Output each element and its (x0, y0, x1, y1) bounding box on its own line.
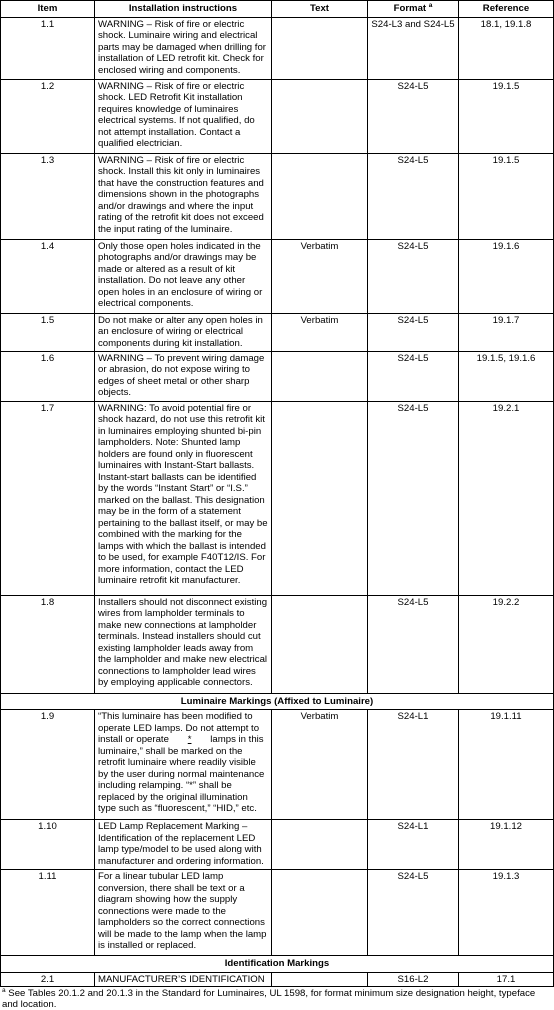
row-instructions: MANUFACTURER’S IDENTIFICATION (95, 972, 272, 987)
row-reference: 19.1.5 (459, 79, 554, 153)
row-item: 1.5 (1, 313, 95, 351)
row-item: 1.3 (1, 153, 95, 239)
table-row (1, 79, 554, 153)
header-format (368, 1, 459, 18)
row-instructions: WARNING – Risk of fire or electric shock. LED Retrofit Kit installation requires knowledge of luminaires electrical systems. If not qualified, do not attempt installation. Contact a qualified electrician. (95, 79, 272, 153)
table-row (1, 870, 554, 956)
table-row (1, 401, 554, 595)
row-item: 2.1 (1, 972, 95, 987)
instructions-part-a: “This luminaire has been modified to operate LED lamps. Do not attempt to install or operate (98, 711, 260, 745)
row-instructions: Do not make or alter any open holes in an enclosure of wiring or electrical components during kit installation. (95, 313, 272, 351)
row-item: 1.8 (1, 595, 95, 693)
row-reference: 18.1, 19.1.8 (459, 17, 554, 79)
row-format: S24-L5 (368, 153, 459, 239)
header-instructions: Installation instructions (95, 1, 272, 18)
row-text (272, 972, 368, 987)
header-reference: Reference (459, 1, 554, 18)
row-item: 1.11 (1, 870, 95, 956)
table-row (1, 710, 554, 820)
row-text (272, 401, 368, 595)
row-instructions (95, 710, 272, 820)
row-instructions: WARNING – To prevent wiring damage or abrasion, do not expose wiring to edges of sheet metal or other sharp objects. (95, 351, 272, 401)
row-format: S24-L5 (368, 595, 459, 693)
row-text (272, 153, 368, 239)
section-row-luminaire-markings (1, 693, 554, 710)
row-reference: 19.1.11 (459, 710, 554, 820)
row-text: Verbatim (272, 239, 368, 313)
row-reference: 19.1.3 (459, 870, 554, 956)
row-format: S16-L2 (368, 972, 459, 987)
table-row (1, 17, 554, 79)
instructions-blank: * (187, 734, 192, 745)
row-reference: 17.1 (459, 972, 554, 987)
table-row (1, 820, 554, 870)
row-text (272, 820, 368, 870)
table-row (1, 153, 554, 239)
row-item: 1.1 (1, 17, 95, 79)
row-instructions: Only those open holes indicated in the photographs and/or drawings may be made or altered as a result of kit installation. Do not leave any other open holes in an enclosure of wiring or electrical components. (95, 239, 272, 313)
row-text: Verbatim (272, 313, 368, 351)
footnote-text: See Tables 20.1.2 and 20.1.3 in the Standard for Luminaires, UL 1598, for format minimum size designation height, typeface and location. (2, 988, 536, 1010)
row-text (272, 351, 368, 401)
header-item: Item (1, 1, 95, 18)
header-format-footnote-mark: a (428, 1, 433, 9)
row-instructions: WARNING: To avoid potential fire or shock hazard, do not use this retrofit kit in luminaires employing shunted bi-pin lampholders. Note: Shunted lamp holders are found only in fluorescent luminaires with Instant-Start ballasts. Instant-start ballasts can be identified by the words “Instant Start” or “I.S.” marked on the ballast. This designation may be in the form of a statement pertaining to the ballast itself, or may be combined with the marking for the lamps with which the ballast is intended to be used, for example F40T12/IS. For more information, contact the LED luminaire retrofit kit manufacturer. (95, 401, 272, 595)
row-instructions: WARNING – Risk of fire or electric shock. Luminaire wiring and electrical parts may be damaged when drilling for installation of LED retrofit kit. Check for enclosed wiring and components. (95, 17, 272, 79)
row-format: S24-L5 (368, 79, 459, 153)
row-item: 1.6 (1, 351, 95, 401)
footnote-mark: a (2, 986, 6, 994)
table-footnote (0, 987, 554, 1010)
row-text (272, 595, 368, 693)
table-row (1, 351, 554, 401)
row-format: S24-L5 (368, 313, 459, 351)
section-title-luminaire-markings: Luminaire Markings (Affixed to Luminaire) (1, 693, 554, 710)
row-reference: 19.1.12 (459, 820, 554, 870)
header-text: Text (272, 1, 368, 18)
row-reference: 19.2.2 (459, 595, 554, 693)
row-format: S24-L5 (368, 870, 459, 956)
row-item: 1.4 (1, 239, 95, 313)
row-text (272, 79, 368, 153)
row-instructions: For a linear tubular LED lamp conversion, there shall be text or a diagram showing how the supply connections were made to the lampholders so the correct connections will be made to the lamp when the lamp is installed or replaced. (95, 870, 272, 956)
header-format-label: Format (393, 3, 427, 14)
row-instructions: Installers should not disconnect existing wires from lampholder terminals to make new connections at lampholder terminals. Instead installers should cut existing lampholder leads away from the lampholder and make new electrical connections to lampholder lead wires by employing applicable connectors. (95, 595, 272, 693)
instructions-part-b: lamps in this luminaire,” shall be marked on the retrofit luminaire where readily visible by the user during normal maintenance including relamping. “*” shall be replaced by the original illumination type such as “fluorescent,” “HID,” etc. (98, 734, 265, 814)
table-row (1, 239, 554, 313)
row-item: 1.2 (1, 79, 95, 153)
row-format: S24-L5 (368, 239, 459, 313)
row-format: S24-L1 (368, 710, 459, 820)
table-header-row (1, 1, 554, 18)
row-item: 1.10 (1, 820, 95, 870)
row-format: S24-L3 and S24-L5 (368, 17, 459, 79)
table-row (1, 972, 554, 987)
row-instructions: LED Lamp Replacement Marking – Identification of the replacement LED lamp type/model to be used along with manufacturer and ordering information. (95, 820, 272, 870)
row-format: S24-L5 (368, 351, 459, 401)
row-text: Verbatim (272, 710, 368, 820)
row-reference: 19.2.1 (459, 401, 554, 595)
table-row (1, 313, 554, 351)
row-text (272, 17, 368, 79)
row-reference: 19.1.5, 19.1.6 (459, 351, 554, 401)
row-reference: 19.1.6 (459, 239, 554, 313)
row-text (272, 870, 368, 956)
section-title-identification-markings: Identification Markings (1, 956, 554, 973)
row-item: 1.9 (1, 710, 95, 820)
table-row (1, 595, 554, 693)
section-row-identification-markings (1, 956, 554, 973)
row-reference: 19.1.7 (459, 313, 554, 351)
row-item: 1.7 (1, 401, 95, 595)
row-reference: 19.1.5 (459, 153, 554, 239)
row-format: S24-L5 (368, 401, 459, 595)
row-instructions: WARNING – Risk of fire or electric shock. Install this kit only in luminaires that have the construction features and dimensions shown in the photographs and/or drawings and where the input rating of the retrofit kit does not exceed the input rating of the luminaire. (95, 153, 272, 239)
row-format: S24-L1 (368, 820, 459, 870)
